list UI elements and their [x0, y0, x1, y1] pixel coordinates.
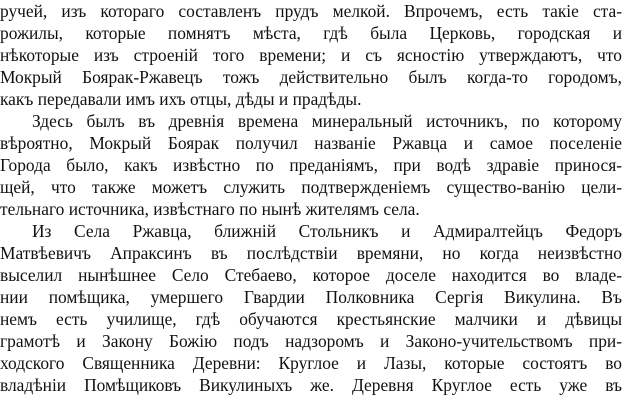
text-line: нии помѣщика, умершего Гвардии Полковника Сергія Викулина. Въ: [0, 287, 622, 307]
text-line: вѣроятно, Мокрый Боярак получил названіе Ржавца и самое поселеніе: [0, 133, 622, 153]
text-line: владѣніи Помѣщиковъ Викулиныхъ же. Деревня Круглое есть уже въ: [0, 375, 622, 395]
text-line: тельнаго источника, извѣстнаго по нынѣ жителямъ села.: [0, 199, 420, 219]
text-line: Здесь былъ въ древнія времена минеральный источникъ, по которому: [32, 111, 622, 131]
text-line: немъ есть училище, гдѣ обучаются крестьянские малчики и дѣвицы: [0, 309, 622, 329]
text-line: какъ передавали имъ ихъ отцы, дѣды и прадѣды.: [0, 89, 362, 109]
text-line: Мокрый Боярак-Ржавецъ тожъ действительно былъ когда-то городомъ,: [0, 67, 622, 87]
text-line: выселил нынѣшнее Село Стебаево, которое доселе находится во владе-: [0, 265, 622, 285]
text-line: грамотѣ и Закону Божію подъ надзоромъ и Законо-учительствомъ при-: [0, 331, 622, 351]
text-line: ходского Священника Деревни: Круглое и Лазы, которые состоятъ во: [0, 353, 622, 373]
text-line: ручей, изъ котораго составленъ прудъ мелкой. Впрочемъ, есть такіе ста-: [0, 1, 622, 21]
text-line: рожилы, которые помнятъ мѣста, гдѣ была Церковь, городская и: [0, 23, 622, 43]
text-line: Матвѣевичъ Апраксинъ въ послѣдствіи времяни, но когда неизвѣстно: [0, 243, 622, 263]
text-line: щей, что также можетъ служить подтвержденіемъ существо-ванію цели-: [0, 177, 622, 197]
text-line: нѣкоторые изъ строеній того времени; и съ ясностію утверждаютъ, что: [0, 45, 622, 65]
text-line: Города было, какъ извѣстно по преданіямъ, при водѣ здравіе принося-: [0, 155, 622, 175]
text-line: Из Села Ржавца, ближній Стольникъ и Адмиралтейцъ Федоръ: [32, 221, 622, 241]
